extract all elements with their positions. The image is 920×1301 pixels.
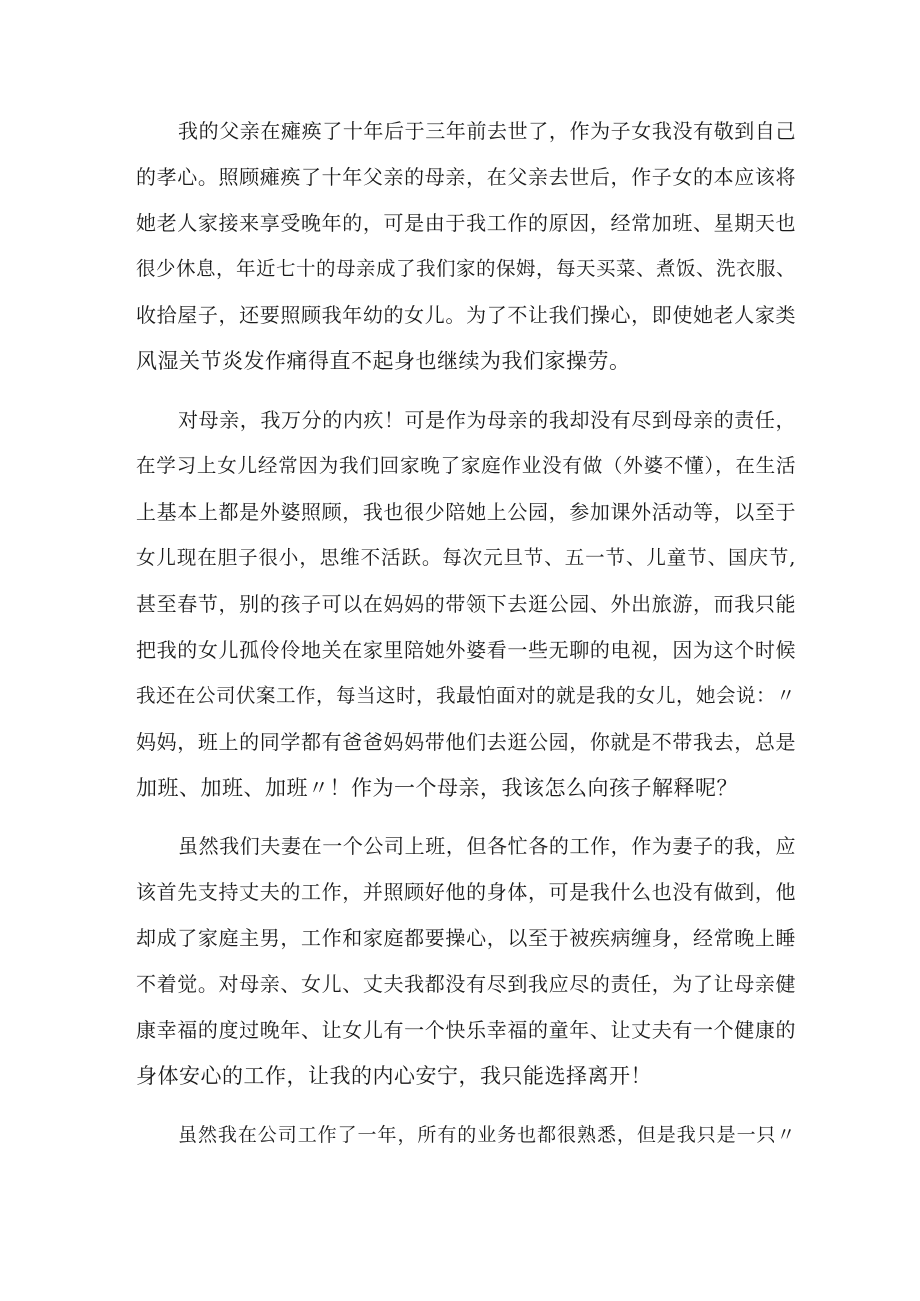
paragraph-2-line-9: 加班、加班、加班〃！作为一个母亲，我该怎么向孩子解释呢？ bbox=[136, 776, 738, 800]
paragraph-3-line-3: 却成了家庭主男，工作和家庭都要操心，以至于被疾病缠身，经常晚上睡 bbox=[136, 926, 796, 950]
paragraph-3-line-4: 不着觉。对母亲、女儿、丈夫我都没有尽到我应尽的责任，为了让母亲健 bbox=[136, 972, 796, 996]
paragraph-2-line-6: 把我的女儿孤伶伶地关在家里陪她外婆看一些无聊的电视，因为这个时候 bbox=[136, 638, 796, 662]
paragraph-3-line-2: 该首先支持丈夫的工作，并照顾好他的身体，可是我什么也没有做到，他 bbox=[136, 880, 796, 904]
paragraph-3-line-1: 虽然我们夫妻在一个公司上班，但各忙各的工作，作为妻子的我，应 bbox=[178, 834, 796, 858]
paragraph-1-line-4: 很少休息，年近七十的母亲成了我们家的保姆，每天买菜、煮饭、洗衣服、 bbox=[136, 257, 797, 280]
paragraph-1-line-2: 的孝心。照顾瘫痪了十年父亲的母亲，在父亲去世后，作子女的本应该将 bbox=[136, 165, 796, 189]
paragraph-2-line-2: 在学习上女儿经常因为我们回家晚了家庭作业没有做（外婆不懂），在生活 bbox=[136, 454, 796, 477]
paragraph-1-line-1: 我的父亲在瘫痪了十年后于三年前去世了，作为子女我没有敬到自己 bbox=[178, 119, 796, 143]
paragraph-2-line-1: 对母亲，我万分的内疚！可是作为母亲的我却没有尽到母亲的责任， bbox=[178, 408, 796, 432]
paragraph-2-line-5: 甚至春节，别的孩子可以在妈妈的带领下去逛公园、外出旅游，而我只能 bbox=[136, 592, 796, 616]
paragraph-4-line-1: 虽然我在公司工作了一年，所有的业务也都很熟悉，但是我只是一只〃 bbox=[178, 1124, 796, 1146]
paragraph-1-line-6: 风湿关节炎发作痛得直不起身也继续为我们家操劳。 bbox=[136, 349, 631, 373]
paragraph-2-line-4: 女儿现在胆子很小，思维不活跃。每次元旦节、五一节、儿童节、国庆节, bbox=[136, 546, 796, 569]
paragraph-3-line-6: 身体安心的工作，让我的内心安宁，我只能选择离开！ bbox=[136, 1064, 652, 1088]
paragraph-2-line-3: 上基本上都是外婆照顾，我也很少陪她上公园，参加课外活动等，以至于 bbox=[136, 500, 796, 524]
paragraph-1-line-5: 收拾屋子，还要照顾我年幼的女儿。为了不让我们操心，即使她老人家类 bbox=[136, 303, 796, 327]
paragraph-2-line-7: 我还在公司伏案工作，每当这时，我最怕面对的就是我的女儿，她会说：〃 bbox=[136, 684, 797, 707]
paragraph-3-line-5: 康幸福的度过晚年、让女儿有一个快乐幸福的童年、让丈夫有一个健康的 bbox=[136, 1018, 796, 1042]
paragraph-1-line-3: 她老人家接来享受晚年的，可是由于我工作的原因，经常加班、星期天也 bbox=[136, 211, 796, 235]
paragraph-2-line-8: 妈妈，班上的同学都有爸爸妈妈带他们去逛公园，你就是不带我去，总是 bbox=[136, 730, 796, 754]
